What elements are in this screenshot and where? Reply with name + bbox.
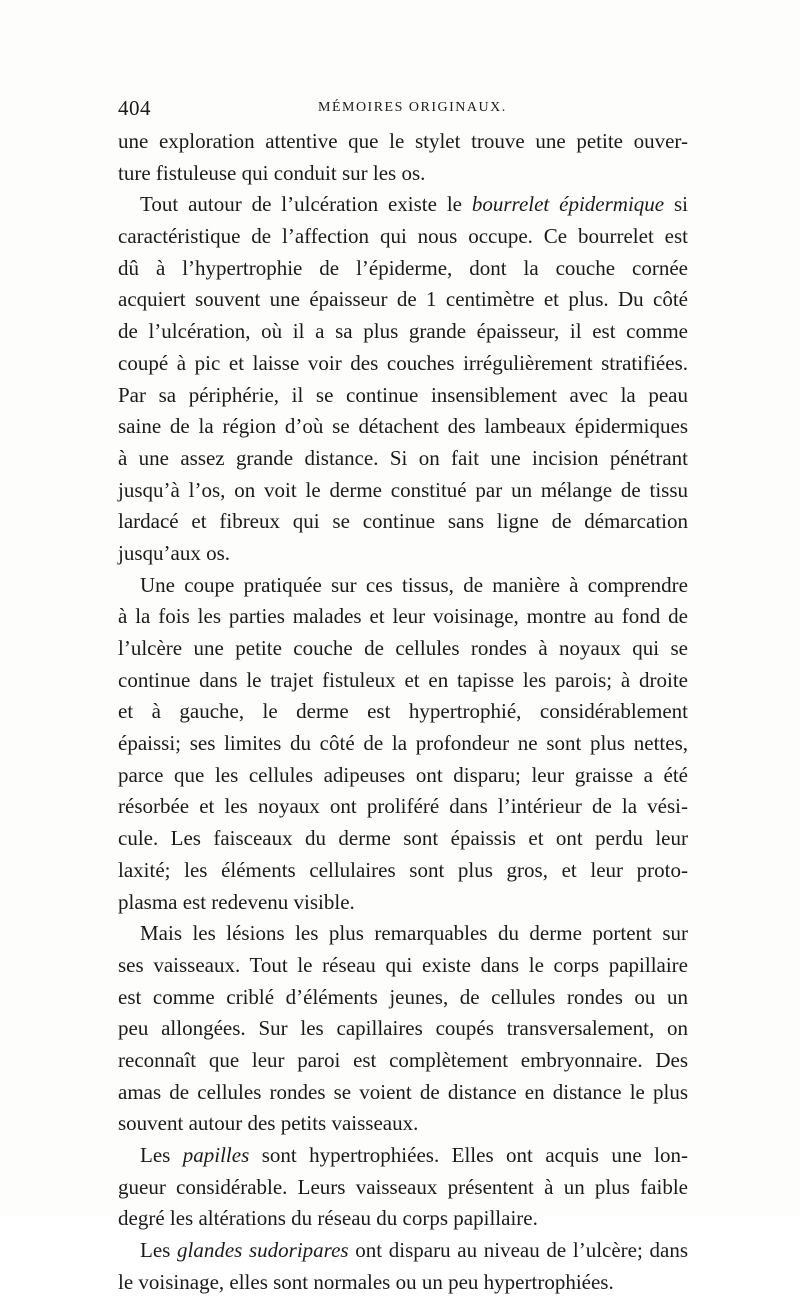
text-line	[118, 1203, 688, 1235]
text-segment: cule. Les faisceaux du derme sont épaissis et ont perdu leur	[118, 826, 688, 851]
text-line	[118, 221, 688, 253]
text-segment: amas de cellules rondes se voient de distance en distance le plus	[118, 1079, 688, 1104]
text-line	[118, 538, 688, 570]
text-segment: souvent autour des petits vaisseaux.	[118, 1111, 419, 1136]
text-line	[118, 791, 688, 823]
text-segment: ont disparu au niveau de l’ulcère; dans	[348, 1238, 688, 1263]
text-line	[118, 1140, 688, 1172]
text-segment: Les	[140, 1143, 183, 1167]
text-line	[118, 728, 688, 760]
text-line	[118, 982, 688, 1014]
text-segment: Tout autour de l’ulcération existe le	[140, 192, 472, 217]
text-segment: degré les altérations du réseau du corps papillaire.	[118, 1206, 538, 1231]
text-segment: si	[664, 192, 688, 217]
text-line	[118, 665, 688, 697]
text-line	[118, 950, 688, 982]
text-segment: à la fois les parties malades et leur voisinage, montre au fond de	[118, 604, 688, 629]
italic-term: papilles	[182, 1143, 250, 1167]
text-segment: est comme criblé d’éléments jeunes, de cellules rondes ou un	[118, 984, 688, 1009]
text-segment: ture fistuleuse qui conduit sur les os.	[118, 160, 426, 185]
text-segment: peu allongées. Sur les capillaires coupés transversalement, on	[118, 1016, 688, 1041]
text-line	[118, 158, 688, 190]
text-segment: résorbée et les noyaux ont proliféré dans l’intérieur de la vési-	[118, 794, 688, 819]
text-segment: reconnaît que leur paroi est complètement embryonnaire. Des	[118, 1047, 688, 1072]
italic-term: bourrelet épidermique	[471, 192, 665, 217]
text-line	[118, 380, 688, 412]
text-line	[118, 316, 688, 348]
text-segment: continue dans le trajet fistuleux et en tapisse les parois; à droite	[118, 667, 688, 692]
text-line	[118, 126, 688, 158]
text-segment: parce que les cellules adipeuses ont disparu; leur graisse a été	[118, 762, 688, 787]
text-segment: Mais les lésions les plus remarquables du derme portent sur	[140, 921, 688, 946]
text-segment: à une assez grande distance. Si on fait une incision pénétrant	[118, 445, 688, 470]
text-segment: Les	[140, 1238, 177, 1263]
text-segment: ses vaisseaux. Tout le réseau qui existe dans le corps papillaire	[118, 952, 688, 977]
text-segment: Une coupe pratiquée sur ces tissus, de manière à comprendre	[140, 572, 688, 597]
text-line	[118, 284, 688, 316]
text-segment: jusqu’aux os.	[118, 540, 230, 565]
text-segment: sont hypertrophiées. Elles ont acquis une lon-	[249, 1143, 688, 1167]
text-line	[118, 1108, 688, 1140]
text-segment: lardacé et fibreux qui se continue sans ligne de démarcation	[118, 509, 688, 534]
running-title: MÉMOIRES ORIGINAUX.	[318, 100, 507, 115]
text-segment: de l’ulcération, où il a sa plus grande épaisseur, il est comme	[118, 319, 688, 344]
text-segment: plasma est redevenu visible.	[118, 889, 355, 914]
text-line	[118, 1013, 688, 1045]
text-segment: l’ulcère une petite couche de cellules rondes à noyaux qui se	[118, 636, 688, 660]
text-line	[118, 1077, 688, 1109]
text-line	[118, 601, 688, 633]
text-segment: le voisinage, elles sont normales ou un peu hypertrophiées.	[118, 1269, 614, 1294]
text-line	[118, 760, 688, 792]
text-segment: une exploration attentive que le stylet trouve une petite ouver-	[118, 129, 688, 153]
text-line	[118, 506, 688, 538]
text-line	[118, 1045, 688, 1077]
page-header	[118, 96, 688, 122]
text-line	[118, 348, 688, 380]
text-segment: coupé à pic et laisse voir des couches irrégulièrement stratifiées.	[118, 350, 688, 375]
text-line	[118, 443, 688, 475]
text-segment: et à gauche, le derme est hypertrophié, considérablement	[118, 699, 688, 724]
text-line	[118, 253, 688, 285]
text-line	[118, 570, 688, 602]
text-segment: caractéristique de l’affection qui nous occupe. Ce bourrelet est	[118, 224, 688, 249]
text-segment: épaissi; ses limites du côté de la profondeur ne sont plus nettes,	[118, 731, 688, 756]
text-segment: saine de la région d’où se détachent des lambeaux épidermiques	[118, 414, 688, 439]
text-line	[118, 1267, 688, 1298]
text-segment: Par sa périphérie, il se continue insensiblement avec la peau	[118, 382, 688, 407]
text-line	[118, 855, 688, 887]
text-segment: acquiert souvent une épaisseur de 1 centimètre et plus. Du côté	[118, 287, 688, 312]
page-number: 404	[118, 96, 151, 120]
text-line	[118, 823, 688, 855]
text-line	[118, 189, 688, 221]
text-line	[118, 475, 688, 507]
text-line	[118, 633, 688, 665]
text-segment: dû à l’hypertrophie de l’épiderme, dont la couche cornée	[118, 255, 688, 280]
text-line	[118, 1235, 688, 1267]
text-segment: laxité; les éléments cellulaires sont plus gros, et leur proto-	[118, 857, 688, 882]
italic-term: glandes sudoripares	[177, 1238, 349, 1263]
text-line	[118, 918, 688, 950]
text-line	[118, 1172, 688, 1204]
text-segment: gueur considérable. Leurs vaisseaux présentent à un plus faible	[118, 1174, 688, 1199]
text-line	[118, 411, 688, 443]
text-line	[118, 696, 688, 728]
body-text	[118, 126, 688, 1298]
text-line	[118, 887, 688, 919]
text-segment: jusqu’à l’os, on voit le derme constitué par un mélange de tissu	[118, 477, 688, 502]
